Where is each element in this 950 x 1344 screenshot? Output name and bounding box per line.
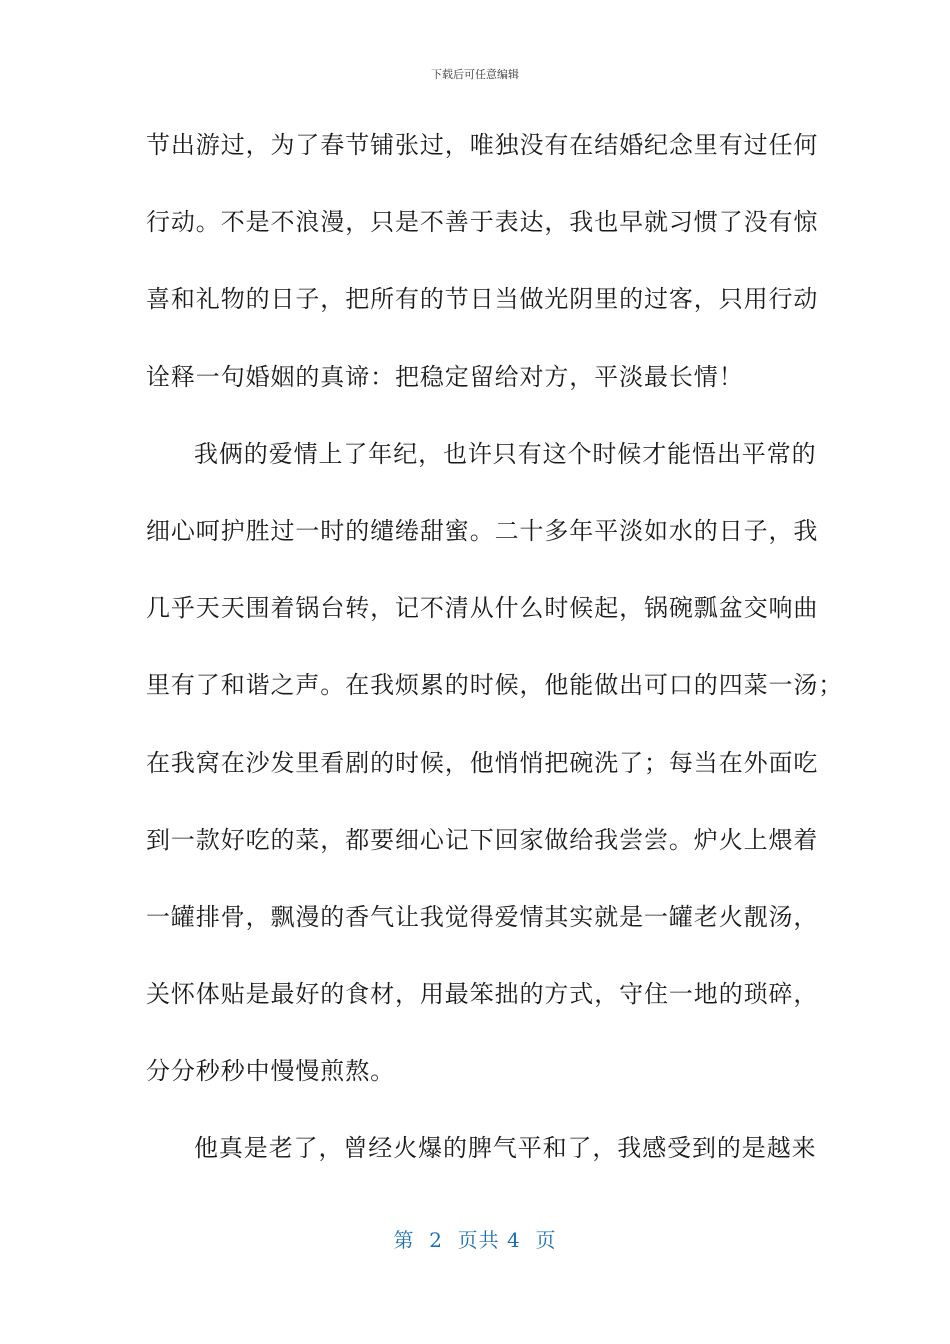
page-header: 下载后可任意编辑 <box>431 68 519 81</box>
text-line: 诠释一句婚姻的真谛：把稳定留给对方，平淡最长情！ <box>146 362 744 391</box>
page-number-footer <box>0 1224 950 1253</box>
paragraph-2 <box>146 427 844 1122</box>
text-line: 到一款好吃的菜，都要细心记下回家做给我尝尝。炉火上煨着 <box>146 825 819 854</box>
text-line: 我俩的爱情上了年纪，也许只有这个时候才能悟出平常的 <box>194 439 817 468</box>
text-line: 他真是老了，曾经火爆的脾气平和了，我感受到的是越来 <box>194 1134 817 1163</box>
text-line: 细心呵护胜过一时的缱绻甜蜜。二十多年平淡如水的日子，我 <box>146 516 819 545</box>
text-line: 分分秒秒中慢慢煎熬。 <box>146 1057 395 1086</box>
paragraph-3 <box>146 1121 817 1198</box>
document-body <box>146 118 844 1199</box>
text-line: 在我窝在沙发里看剧的时候，他悄悄把碗洗了；每当在外面吃 <box>146 748 819 777</box>
text-line: 里有了和谐之声。在我烦累的时候，他能做出可口的四菜一汤； <box>146 671 844 700</box>
text-line: 关怀体贴是最好的食材，用最笨拙的方式，守住一地的琐碎， <box>146 980 819 1009</box>
text-line: 几乎天天围着锅台转，记不清从什么时候起，锅碗瓢盆交响曲 <box>146 594 819 623</box>
text-line: 行动。不是不浪漫，只是不善于表达，我也早就习惯了没有惊 <box>146 208 819 237</box>
text-line: 节出游过，为了春节铺张过，唯独没有在结婚纪念里有过任何 <box>146 131 819 159</box>
text-line: 喜和礼物的日子，把所有的节日当做光阴里的过客，只用行动 <box>146 285 819 314</box>
paragraph-1 <box>146 118 819 427</box>
page-number-text: 第 2 页共 4 页 <box>393 1228 557 1252</box>
text-line: 一罐排骨，飘漫的香气让我觉得爱情其实就是一罐老火靓汤， <box>146 902 819 931</box>
